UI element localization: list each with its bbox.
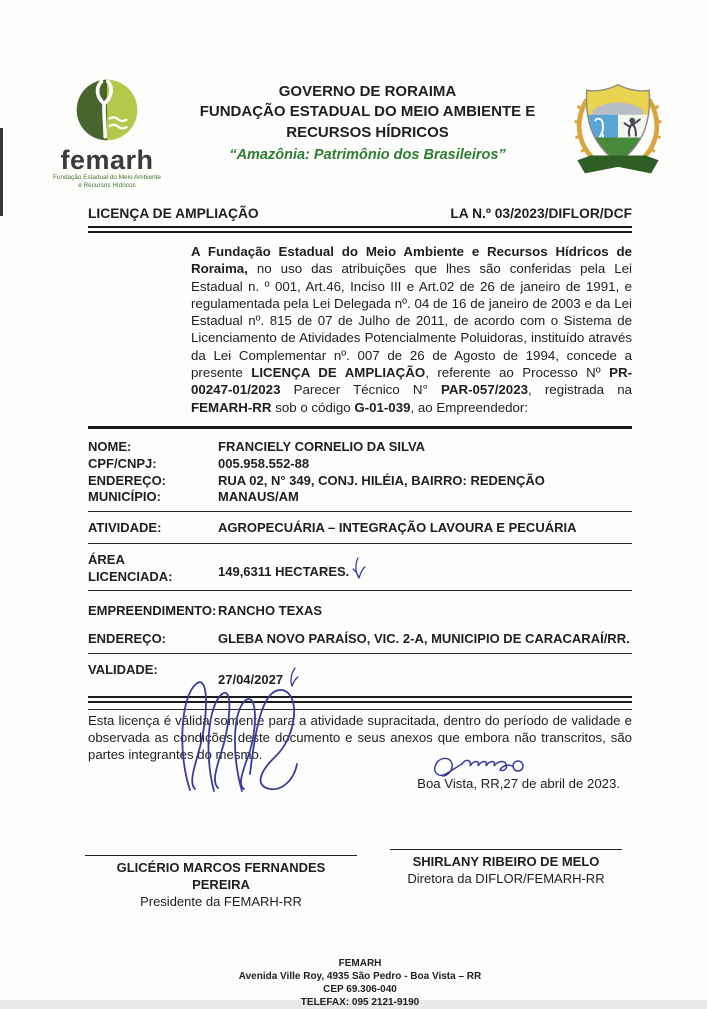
signature-line xyxy=(85,855,357,856)
field-label: MUNICÍPIO: xyxy=(88,489,161,505)
divider xyxy=(88,543,632,544)
field-value xyxy=(218,552,632,586)
field-label: VALIDADE: xyxy=(88,661,158,677)
field-value: RUA 02, N° 349, CONJ. HILÉIA, BAIRRO: REDENÇÃO xyxy=(218,472,545,488)
footer-street: Avenida Ville Roy, 4935 São Pedro - Boa Vista – RR xyxy=(238,971,482,983)
signatory-title: Presidente da FEMARH-RR xyxy=(140,894,302,910)
header-titles xyxy=(176,76,559,163)
field-empreendimento xyxy=(88,603,632,620)
field-label: ENDEREÇO: xyxy=(88,630,167,646)
field-label: CPF/CNPJ: xyxy=(88,455,157,471)
femarh-logo-icon xyxy=(61,76,153,144)
field-validade xyxy=(88,662,632,689)
footer-org: FEMARH xyxy=(338,958,382,970)
signatory-name-line2: PEREIRA xyxy=(192,877,250,893)
subject-row xyxy=(88,206,632,221)
signature-line xyxy=(390,849,622,850)
signature-director xyxy=(390,849,622,911)
field-label: NOME: xyxy=(88,438,132,454)
scan-artifact xyxy=(0,128,3,216)
divider xyxy=(88,709,632,710)
field-value: FRANCIELY CORNELIO DA SILVA xyxy=(218,438,426,454)
org-title-line1: GOVERNO DE RORAIMA xyxy=(278,83,457,100)
divider xyxy=(88,653,632,654)
fields-section xyxy=(88,439,632,710)
motto-text: “Amazônia: Patrimônio dos Brasileiros” xyxy=(229,146,506,163)
field-value xyxy=(218,662,632,689)
logo-tagline-line2: e Recursos Hídricos xyxy=(78,182,136,189)
field-atividade xyxy=(88,520,632,537)
field-nome xyxy=(88,439,632,456)
org-title-line3: RECURSOS HÍDRICOS xyxy=(286,123,449,141)
logo-tagline-line1: Fundação Estadual do Meio Ambiente xyxy=(52,174,161,181)
field-value: RANCHO TEXAS xyxy=(218,603,323,619)
signatory-name: SHIRLANY RIBEIRO DE MELO xyxy=(412,854,600,870)
field-municipio xyxy=(88,489,632,506)
logo-wordmark: femarh xyxy=(60,145,154,175)
field-label: ENDEREÇO: xyxy=(88,472,167,488)
handwritten-initial-icon xyxy=(285,666,299,688)
field-value: GLEBA NOVO PARAÍSO, VIC. 2-A, MUNICIPIO DE CARACARAÍ/RR. xyxy=(218,630,630,646)
field-label-line2: LICENCIADA: xyxy=(88,569,173,585)
divider xyxy=(88,426,632,429)
license-type-title: LICENÇA DE AMPLIAÇÃO xyxy=(88,206,259,221)
signature-president xyxy=(85,855,357,911)
femarh-logo xyxy=(38,76,176,190)
license-number: LA N.º 03/2023/DIFLOR/DCF xyxy=(450,206,632,221)
validade-value-text: 27/04/2027 xyxy=(218,671,284,687)
field-label-line1: ÁREA xyxy=(88,552,125,568)
divider xyxy=(88,226,632,233)
field-label: EMPREENDIMENTO: xyxy=(88,603,217,619)
field-label xyxy=(88,552,218,586)
field-area-licenciada xyxy=(88,552,632,586)
divider xyxy=(88,696,632,703)
org-title-line2: FUNDAÇÃO ESTADUAL DO MEIO AMBIENTE E xyxy=(199,103,536,121)
signatory-title: Diretora da DIFLOR/FEMARH-RR xyxy=(407,871,605,887)
coat-of-arms-icon xyxy=(566,76,670,182)
divider xyxy=(88,590,632,591)
field-label: ATIVIDADE: xyxy=(88,520,162,536)
footer-telefax: TELEFAX: 095 2121-9190 xyxy=(300,997,420,1009)
field-endereco xyxy=(88,473,632,490)
footer-address xyxy=(88,957,632,1009)
handwritten-initial-icon xyxy=(351,556,367,580)
divider xyxy=(88,511,632,512)
roraima-coat-of-arms xyxy=(559,76,677,187)
field-cpf-cnpj xyxy=(88,456,632,473)
signatory-name-line1: GLICÉRIO MARCOS FERNANDES xyxy=(116,860,326,876)
field-value: 005.958.552-88 xyxy=(218,455,310,471)
validity-disclaimer: Esta licença é válida somente para a atividade supracitada, dentro do período de validade e observada as condições deste documento e seus anexos que embora não transcritos, são partes integrantes do mesmo. xyxy=(88,712,632,763)
intro-paragraph: A Fundação Estadual do Meio Ambiente e Recursos Hídricos de Roraima, no uso das atribuições que lhes são conferidas pela Lei Estadual n. º 001, Art.46, Inciso III e Art.02 de 26 de janeiro de 1991, e regulamentada pela Lei Delegada nº. 04 de 16 de janeiro de 2003 e da Lei Estadual nº. 815 de 07 de Julho de 2011, de acordo com o Sistema de Licenciamento de Atividades Potencialmente Poluidoras, instituído através da Lei Complementar nº. 007 de 26 de Agosto de 1994, concede a presente LICENÇA DE AMPLIAÇÃO, referente ao Processo Nº PR-00247-01/2023 Parecer Técnico N° PAR-057/2023, registrada na FEMARH-RR sob o código G-01-039, ao Empreendedor: xyxy=(191,244,632,415)
signature-section xyxy=(88,855,632,911)
document-header xyxy=(0,0,707,190)
document-body xyxy=(0,206,707,1009)
date-line: Boa Vista, RR,27 de abril de 2023. xyxy=(417,776,620,792)
field-endereco-empreendimento xyxy=(88,631,632,648)
area-value-text: 149,6311 HECTARES. xyxy=(218,564,350,580)
field-value: MANAUS/AM xyxy=(218,489,299,505)
field-value: AGROPECUÁRIA – INTEGRAÇÃO LAVOURA E PECUÁRIA xyxy=(218,520,577,536)
footer-cep: CEP 69.306-040 xyxy=(323,984,397,996)
